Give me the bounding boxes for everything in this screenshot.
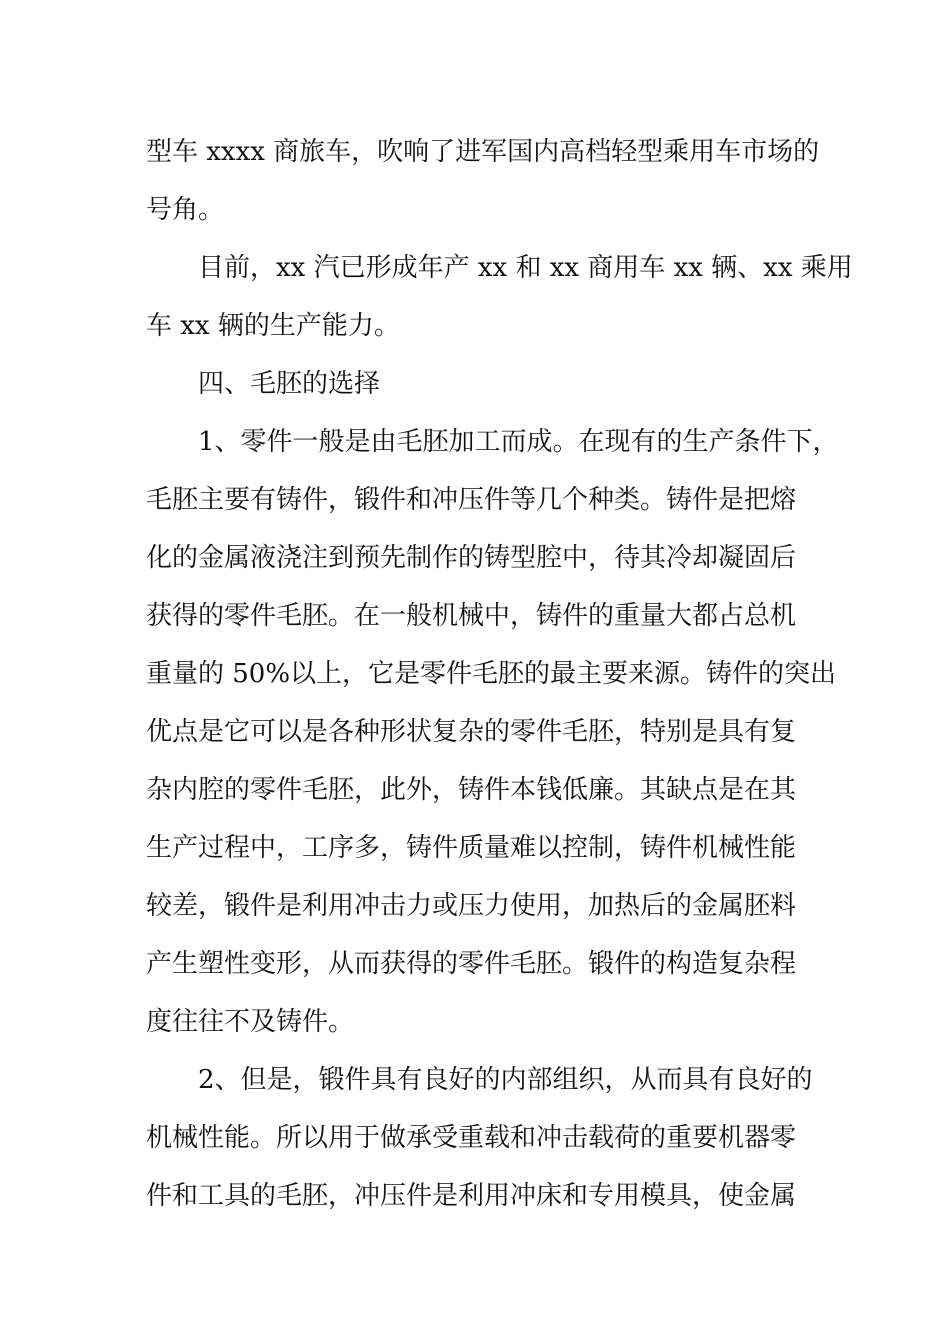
text-line-3: 目前，xx 汽已形成年产 xx 和 xx 商用车 xx 辆、xx 乘用	[198, 253, 853, 283]
text-line-13: 生产过程中，工序多，铸件质量难以控制，铸件机械性能	[146, 833, 797, 863]
text-line-7: 毛胚主要有铸件，锻件和冲压件等几个种类。铸件是把熔	[146, 485, 797, 515]
text-line-6: 1、零件一般是由毛胚加工而成。在现有的生产条件下，	[198, 427, 839, 457]
text-line-2: 号角。	[146, 195, 225, 225]
text-line-11: 优点是它可以是各种形状复杂的零件毛胚，特别是具有复	[146, 717, 797, 747]
text-line-15: 产生塑性变形，从而获得的零件毛胚。锻件的构造复杂程	[146, 949, 797, 979]
text-line-4: 车 xx 辆的生产能力。	[146, 311, 400, 341]
text-line-17: 2、但是，锻件具有良好的内部组织，从而具有良好的	[198, 1065, 813, 1095]
text-line-16: 度往往不及铸件。	[146, 1007, 355, 1037]
text-line-8: 化的金属液浇注到预先制作的铸型腔中，待其冷却凝固后	[146, 543, 797, 573]
text-line-9: 获得的零件毛胚。在一般机械中，铸件的重量大都占总机	[146, 601, 797, 631]
text-line-1: 型车 xxxx 商旅车，吹响了进军国内高档轻型乘用车市场的	[146, 137, 820, 167]
section-heading: 四、毛胚的选择	[198, 369, 381, 399]
text-line-14: 较差，锻件是利用冲击力或压力使用，加热后的金属胚料	[146, 891, 797, 921]
text-line-18: 机械性能。所以用于做承受重载和冲击载荷的重要机器零	[146, 1123, 797, 1153]
text-line-19: 件和工具的毛胚，冲压件是利用冲床和专用模具，使金属	[146, 1181, 797, 1211]
text-line-12: 杂内腔的零件毛胚，此外，铸件本钱低廉。其缺点是在其	[146, 775, 797, 805]
text-line-10: 重量的 50%以上，它是零件毛胚的最主要来源。铸件的突出	[146, 659, 837, 689]
